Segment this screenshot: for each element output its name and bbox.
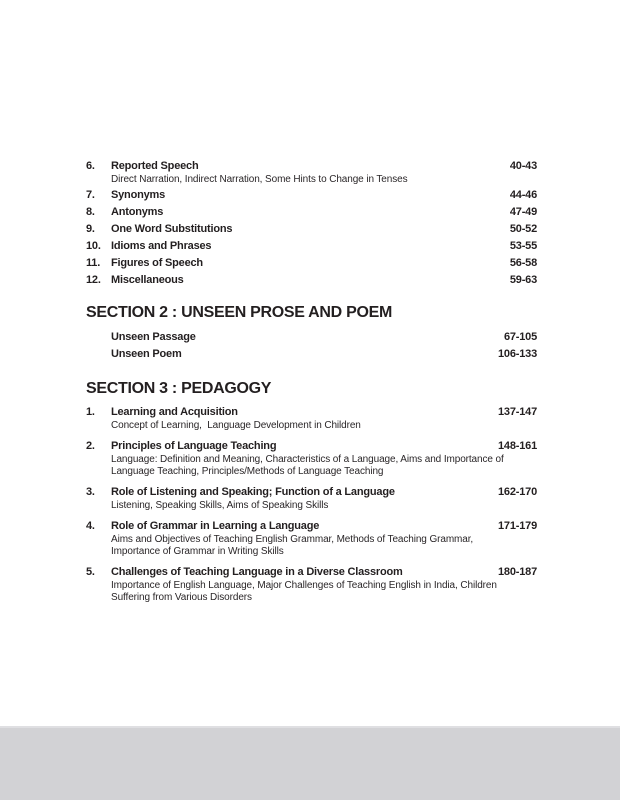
entry-title: Role of Grammar in Learning a Language: [111, 520, 320, 532]
toc-entry: [86, 160, 537, 186]
entry-page-range: 53-55: [509, 240, 537, 252]
toc-entry: [86, 348, 537, 360]
entry-page-range: 50-52: [509, 223, 537, 235]
entry-title: Antonyms: [111, 206, 164, 218]
entry-number: 11.: [86, 257, 101, 269]
entry-title: Learning and Acquisition: [111, 406, 238, 418]
entry-number: 9.: [86, 223, 95, 235]
entry-page-range: 162-170: [498, 486, 537, 498]
entry-number: 5.: [86, 566, 95, 578]
toc-entry: [86, 520, 537, 558]
toc-entry: [86, 486, 537, 512]
entry-description-line: Importance of Grammar in Writing Skills: [111, 546, 284, 557]
entry-number: 3.: [86, 486, 95, 498]
entry-number: 10.: [86, 240, 101, 252]
entry-page-range: 180-187: [498, 566, 537, 578]
entry-number: 1.: [86, 406, 95, 418]
toc-entry: [86, 440, 537, 478]
entry-number: 12.: [86, 274, 101, 286]
entry-page-range: 106-133: [498, 348, 537, 360]
entry-title: Challenges of Teaching Language in a Diverse Classroom: [111, 566, 403, 578]
entry-page-range: 148-161: [498, 440, 537, 452]
entry-description-line: Aims and Objectives of Teaching English Grammar, Methods of Teaching Grammar,: [111, 534, 474, 545]
section-2-heading: SECTION 2 : UNSEEN PROSE AND POEM: [86, 304, 392, 321]
toc-entry: [86, 406, 537, 432]
toc-entry: [86, 257, 537, 269]
entry-description-line: Listening, Speaking Skills, Aims of Speaking Skills: [111, 500, 329, 511]
toc-entry: [86, 240, 537, 252]
entry-page-range: 59-63: [509, 274, 537, 286]
entry-description-line: Direct Narration, Indirect Narration, Some Hints to Change in Tenses: [111, 174, 408, 185]
entry-page-range: 47-49: [509, 206, 537, 218]
entry-title: Synonyms: [111, 189, 166, 201]
scan-background-strip: [0, 726, 620, 800]
entry-page-range: 40-43: [509, 160, 537, 172]
entry-page-range: 67-105: [503, 331, 537, 343]
toc-entry: [86, 274, 537, 286]
entry-description-line: Language: Definition and Meaning, Characteristics of a Language, Aims and Importance of: [111, 454, 504, 465]
entry-title: One Word Substitutions: [111, 223, 233, 235]
toc-entry: [86, 566, 537, 604]
entry-number: 8.: [86, 206, 95, 218]
entry-page-range: 56-58: [509, 257, 537, 269]
entry-title: Miscellaneous: [111, 274, 184, 286]
entry-description-line: Concept of Learning, Language Development in Children: [111, 420, 361, 431]
toc-entry: [86, 331, 537, 343]
entry-title: Idioms and Phrases: [111, 240, 212, 252]
entry-page-range: 171-179: [498, 520, 537, 532]
entry-description-line: Language Teaching, Principles/Methods of Language Teaching: [111, 466, 384, 477]
entry-page-range: 137-147: [498, 406, 537, 418]
entry-title: Unseen Poem: [111, 348, 182, 360]
toc-entry: [86, 189, 537, 201]
entry-description-line: Importance of English Language, Major Challenges of Teaching English in India, Children: [111, 580, 497, 591]
entry-title: Role of Listening and Speaking; Function of a Language: [111, 486, 395, 498]
toc-content: [86, 160, 537, 612]
toc-entry: [86, 206, 537, 218]
entry-title: Reported Speech: [111, 160, 199, 172]
entry-title: Unseen Passage: [111, 331, 196, 343]
entry-number: 6.: [86, 160, 95, 172]
entry-title: Figures of Speech: [111, 257, 203, 269]
entry-page-range: 44-46: [509, 189, 537, 201]
entry-number: 7.: [86, 189, 95, 201]
entry-description-line: Suffering from Various Disorders: [111, 592, 252, 603]
entry-number: 4.: [86, 520, 95, 532]
toc-entry: [86, 223, 537, 235]
entry-title: Principles of Language Teaching: [111, 440, 277, 452]
entry-number: 2.: [86, 440, 95, 452]
section-3-heading: SECTION 3 : PEDAGOGY: [86, 380, 272, 397]
pedagogy-entries: [86, 406, 537, 604]
